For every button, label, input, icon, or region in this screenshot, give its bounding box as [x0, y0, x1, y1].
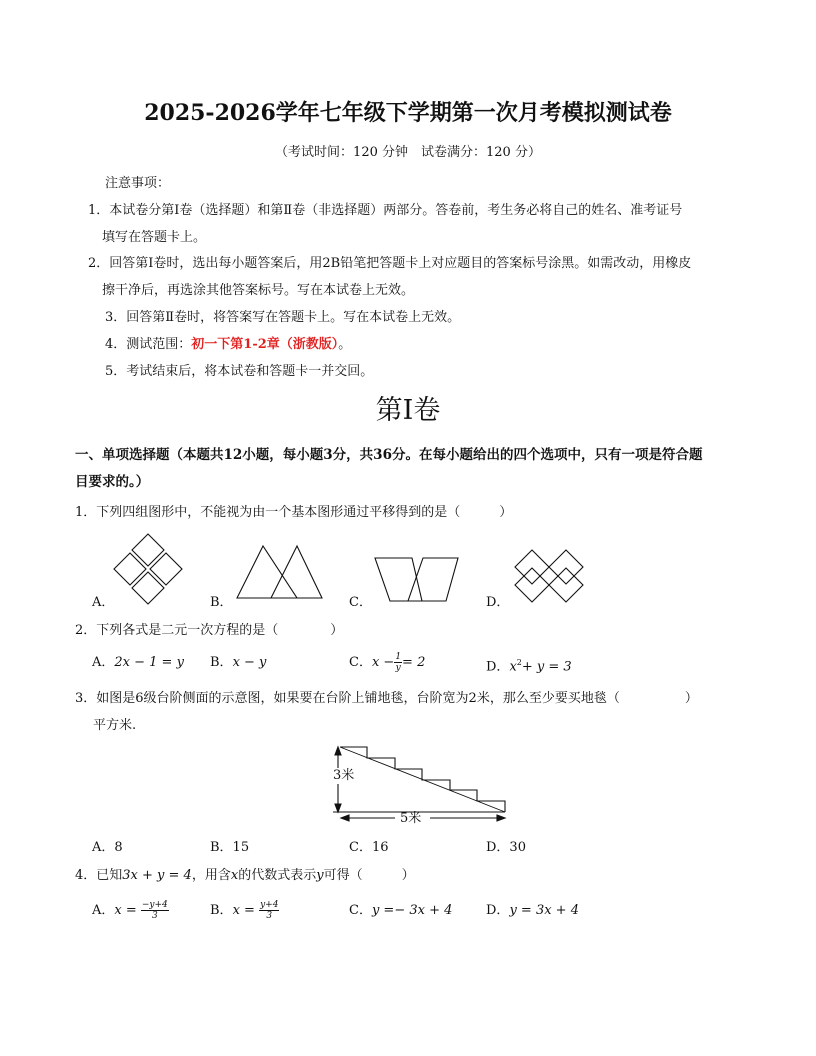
- stem-var: x: [230, 868, 239, 883]
- q4-option-d[interactable]: [486, 903, 579, 919]
- option-label: C．: [349, 655, 372, 670]
- question-3-stem-cont: 平方米.: [93, 718, 137, 733]
- q1-option-d[interactable]: D．: [486, 595, 510, 610]
- option-label: D．: [486, 659, 510, 675]
- option-expr: x: [509, 659, 517, 675]
- denominator: 3: [266, 911, 273, 921]
- option-expr-rest: + y = 3: [521, 659, 572, 675]
- option-expr-rhs: = 2: [402, 655, 426, 670]
- question-3-stem: 3．如图是6级台阶侧面的示意图，如果要在台阶上铺地毯，台阶宽为2米，那么至少要买地毯（ ）: [75, 691, 698, 706]
- exam-info: （考试时间：120 分钟 试卷满分：120 分）: [275, 145, 541, 160]
- option-expr: x −: [371, 655, 395, 670]
- q2-option-a[interactable]: [92, 655, 184, 671]
- question-1-stem: 1．下列四组图形中，不能视为由一个基本图形通过平移得到的是（ ）: [75, 505, 513, 520]
- scope-value: 初一下第1-2章（浙教版）: [191, 337, 339, 352]
- q1-figure-a: [114, 534, 182, 604]
- option-expr: y = 3x + 4: [509, 903, 579, 918]
- q4-option-c[interactable]: [349, 903, 452, 919]
- scope-suffix: 。: [338, 337, 352, 352]
- scope-label: 4．测试范围：: [105, 337, 192, 352]
- q2-option-b[interactable]: [210, 655, 266, 671]
- q3-option-c[interactable]: C．16: [349, 840, 389, 855]
- q3-option-b[interactable]: B．15: [210, 840, 250, 855]
- option-label: D．: [486, 903, 510, 918]
- q3-stair-figure: [333, 747, 505, 821]
- denominator: y: [395, 663, 401, 673]
- q2-option-c[interactable]: [349, 652, 425, 673]
- q2-option-d[interactable]: [486, 655, 572, 675]
- q4-option-b[interactable]: [210, 900, 279, 921]
- note-1-cont: 填写在答题卡上。: [102, 230, 207, 245]
- fig-height-label: 3米: [333, 768, 355, 783]
- option-expr: x − y: [232, 655, 267, 670]
- stem-text: 可得（ ）: [323, 868, 415, 883]
- section-heading-cont: 目要求的。）: [75, 474, 150, 490]
- note-1: 1．本试卷分第Ⅰ卷（选择题）和第Ⅱ卷（非选择题）两部分。答卷前，考生务必将自己的姓名、准考证号: [88, 203, 683, 218]
- numerator: y+4: [260, 900, 279, 910]
- q1-figure-d: [515, 550, 583, 602]
- question-2-stem: 2．下列各式是二元一次方程的是（ ）: [75, 623, 344, 638]
- q1-figure-b: [237, 546, 322, 598]
- question-4-stem: [75, 868, 415, 884]
- note-5: 5．考试结束后，将本试卷和答题卡一并交回。: [105, 364, 374, 379]
- stem-text: ，用含: [191, 868, 231, 883]
- page-title: 2025-2026学年七年级下学期第一次月考模拟测试卷: [144, 100, 672, 126]
- q3-option-a[interactable]: A．8: [92, 840, 123, 855]
- volume-title: 第Ⅰ卷: [375, 395, 441, 426]
- option-expr: x =: [114, 903, 137, 918]
- q3-option-d[interactable]: D．30: [486, 840, 526, 855]
- denominator: 3: [151, 911, 158, 921]
- numerator: 1: [395, 652, 402, 662]
- option-expr: x =: [232, 903, 255, 918]
- fraction: [259, 900, 279, 921]
- stem-equation: 3x + y = 4: [122, 868, 192, 883]
- option-label: C．: [349, 903, 372, 918]
- option-expr: 2x − 1 = y: [114, 655, 184, 670]
- notes-heading: 注意事项：: [105, 176, 171, 191]
- option-label: A．: [92, 903, 115, 918]
- q4-option-a[interactable]: [92, 900, 169, 921]
- option-label: B．: [210, 903, 233, 918]
- q1-option-c[interactable]: C．: [349, 595, 372, 610]
- stem-text: 4．已知: [75, 868, 123, 883]
- fig-width-label: 5米: [400, 811, 422, 826]
- fraction: [394, 652, 402, 673]
- note-2: 2．回答第Ⅰ卷时，选出每小题答案后，用2B铅笔把答题卡上对应题目的答案标号涂黑。如需改动，用橡皮: [88, 256, 692, 271]
- exponent: 2: [516, 658, 522, 667]
- option-label: A．: [92, 655, 115, 670]
- q1-option-b[interactable]: B．: [210, 595, 233, 610]
- section-heading: 一、单项选择题（本题共12小题，每小题3分，共36分。在每小题给出的四个选项中，只有一项是符合题: [75, 447, 703, 463]
- stem-text: 的代数式表示: [238, 868, 317, 883]
- numerator: −y+4: [141, 900, 168, 910]
- stem-var: y: [316, 868, 324, 883]
- fraction: [141, 900, 169, 921]
- q1-figure-c: [375, 558, 458, 601]
- option-expr: y =− 3x + 4: [371, 903, 453, 918]
- q1-option-a[interactable]: A．: [92, 595, 115, 610]
- note-3: 3．回答第Ⅱ卷时，将答案写在答题卡上。写在本试卷上无效。: [105, 310, 461, 325]
- option-label: B．: [210, 655, 233, 670]
- note-2-cont: 擦干净后，再选涂其他答案标号。写在本试卷上无效。: [102, 283, 415, 298]
